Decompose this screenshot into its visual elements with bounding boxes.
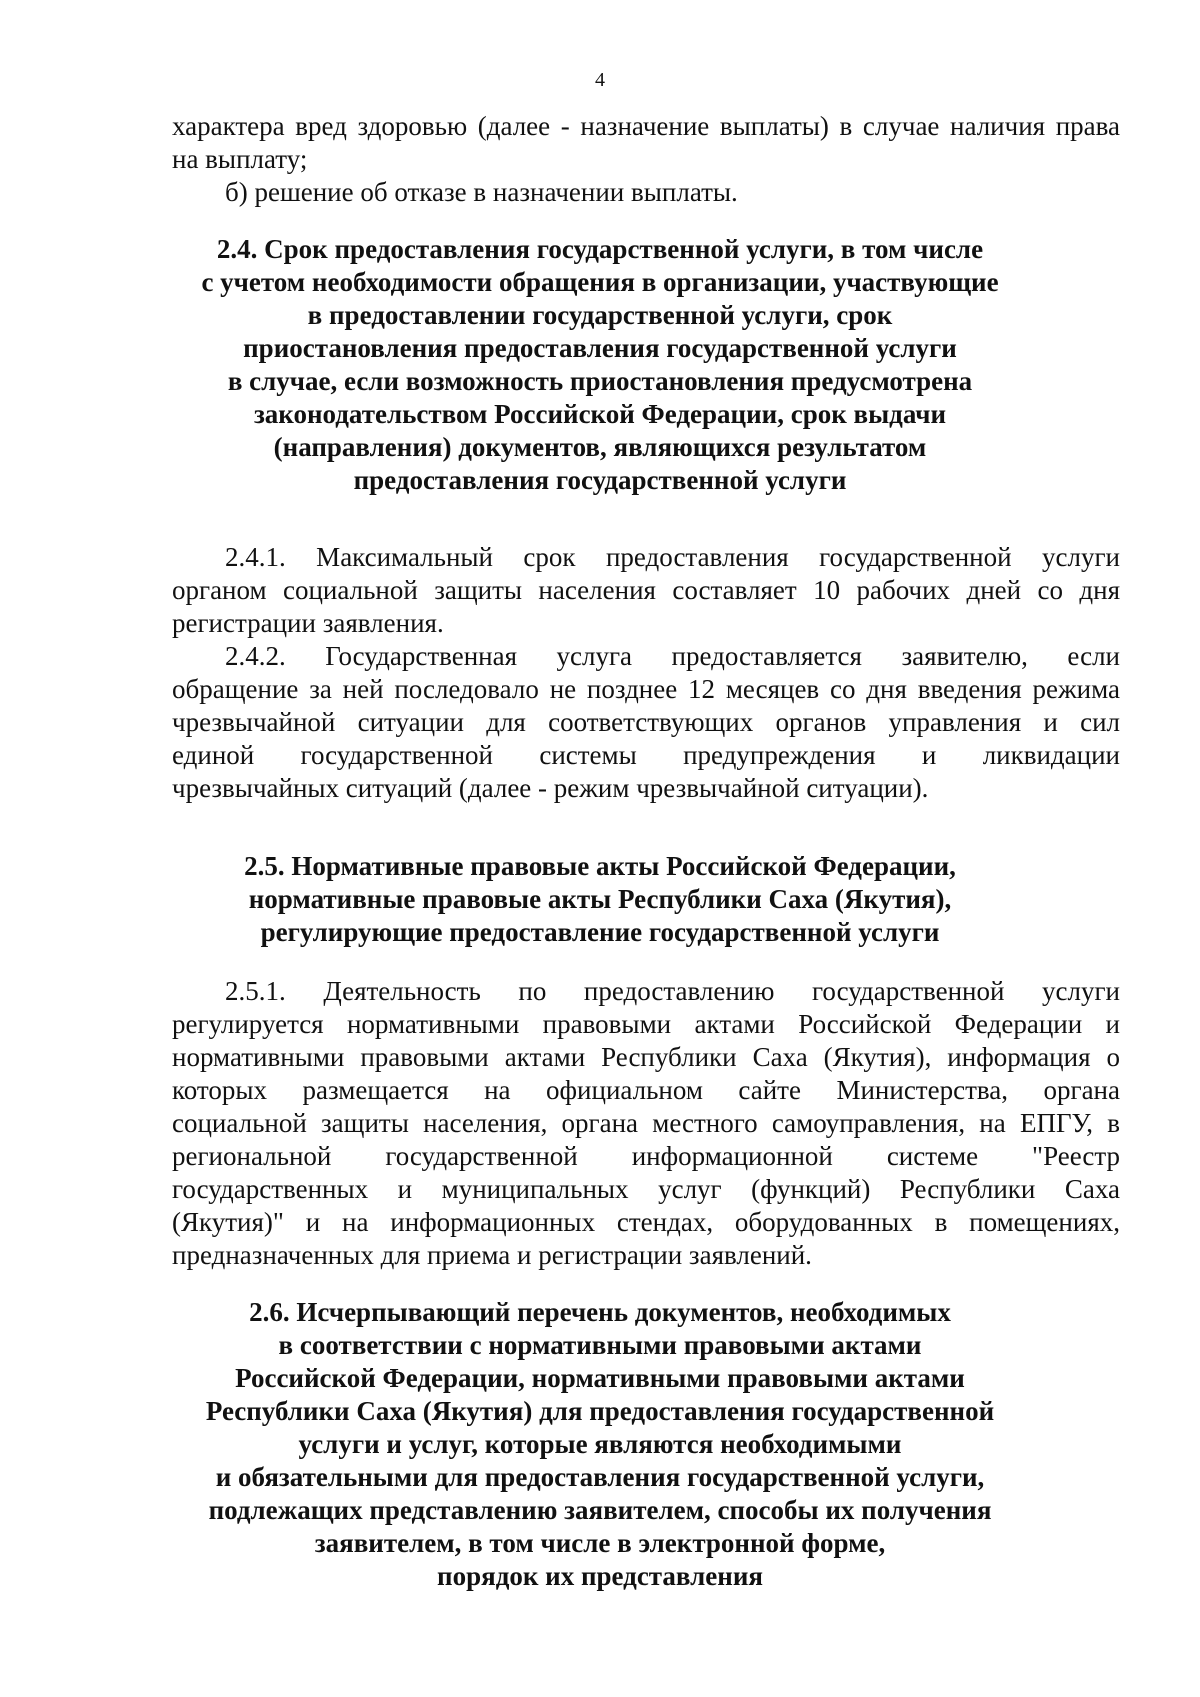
paragraph-2-5-1-line: предназначенных для приема и регистрации заявлений.: [172, 1240, 812, 1270]
paragraph-2-4-2-line: чрезвычайной ситуации для соответствующих органов управления и сил: [172, 707, 1120, 737]
section-2-6-heading: подлежащих представлению заявителем, способы их получения: [208, 1495, 992, 1525]
intro-line: б) решение об отказе в назначении выплаты.: [225, 177, 738, 207]
paragraph-2-4-2-line: 2.4.2. Государственная услуга предоставляется заявителю, если: [225, 641, 1120, 671]
paragraph-2-4-1-line: регистрации заявления.: [172, 608, 444, 638]
paragraph-2-4-1-line: органом социальной защиты населения составляет 10 рабочих дней со дня: [172, 575, 1120, 605]
paragraph-2-4-2-line: чрезвычайных ситуаций (далее - режим чрезвычайной ситуации).: [172, 773, 929, 803]
section-2-5-heading: нормативные правовые акты Республики Саха (Якутия),: [248, 884, 952, 914]
paragraph-2-4-2-line: обращение за ней последовало не позднее 12 месяцев со дня введения режима: [172, 674, 1120, 704]
section-2-6-heading: Российской Федерации, нормативными правовыми актами: [235, 1363, 965, 1393]
section-2-6-heading: порядок их представления: [437, 1561, 763, 1591]
section-2-6-heading: и обязательными для предоставления государственной услуги,: [215, 1462, 985, 1492]
section-2-5-heading: регулирующие предоставление государственной услуги: [260, 917, 940, 947]
paragraph-2-5-1-line: регулируется нормативными правовыми актами Российской Федерации и: [172, 1009, 1120, 1039]
section-2-4-heading: в предоставлении государственной услуги, срок: [307, 300, 893, 330]
section-2-4-heading: с учетом необходимости обращения в организации, участвующие: [201, 267, 999, 297]
intro-line: характера вред здоровью (далее - назначение выплаты) в случае наличия права: [172, 111, 1120, 141]
section-2-4-heading: приостановления предоставления государственной услуги: [243, 333, 957, 363]
section-2-6-heading: в соответствии с нормативными правовыми актами: [278, 1330, 922, 1360]
paragraph-2-5-1-line: государственных и муниципальных услуг (функций) Республики Саха: [172, 1174, 1120, 1204]
section-2-4-heading: законодательством Российской Федерации, срок выдачи: [253, 399, 947, 429]
paragraph-2-4-1-line: 2.4.1. Максимальный срок предоставления государственной услуги: [225, 542, 1120, 572]
section-2-6-heading: Республики Саха (Якутия) для предоставления государственной: [205, 1396, 995, 1426]
paragraph-2-5-1-line: 2.5.1. Деятельность по предоставлению государственной услуги: [225, 976, 1120, 1006]
paragraph-2-5-1-line: социальной защиты населения, органа местного самоуправления, на ЕПГУ, в: [172, 1108, 1120, 1138]
paragraph-2-5-1-line: (Якутия)" и на информационных стендах, оборудованных в помещениях,: [172, 1207, 1120, 1237]
paragraph-2-5-1-line: региональной государственной информационной системе "Реестр: [172, 1141, 1120, 1171]
intro-line: на выплату;: [172, 144, 308, 174]
section-2-6-heading: 2.6. Исчерпывающий перечень документов, необходимых: [249, 1297, 951, 1327]
paragraph-2-5-1-line: которых размещается на официальном сайте Министерства, органа: [172, 1075, 1120, 1105]
page-number: 4: [595, 69, 605, 91]
section-2-4-heading: 2.4. Срок предоставления государственной услуги, в том числе: [216, 234, 984, 264]
section-2-5-heading: 2.5. Нормативные правовые акты Российской Федерации,: [244, 851, 956, 881]
section-2-6-heading: услуги и услуг, которые являются необходимыми: [298, 1429, 902, 1459]
paragraph-2-5-1-line: нормативными правовыми актами Республики Саха (Якутия), информация о: [172, 1042, 1120, 1072]
section-2-6-heading: заявителем, в том числе в электронной форме,: [314, 1528, 886, 1558]
section-2-4-heading: в случае, если возможность приостановления предусмотрена: [227, 366, 973, 396]
section-2-4-heading: (направления) документов, являющихся результатом: [273, 432, 927, 462]
paragraph-2-4-2-line: единой государственной системы предупреждения и ликвидации: [172, 740, 1120, 770]
section-2-4-heading: предоставления государственной услуги: [353, 465, 847, 495]
